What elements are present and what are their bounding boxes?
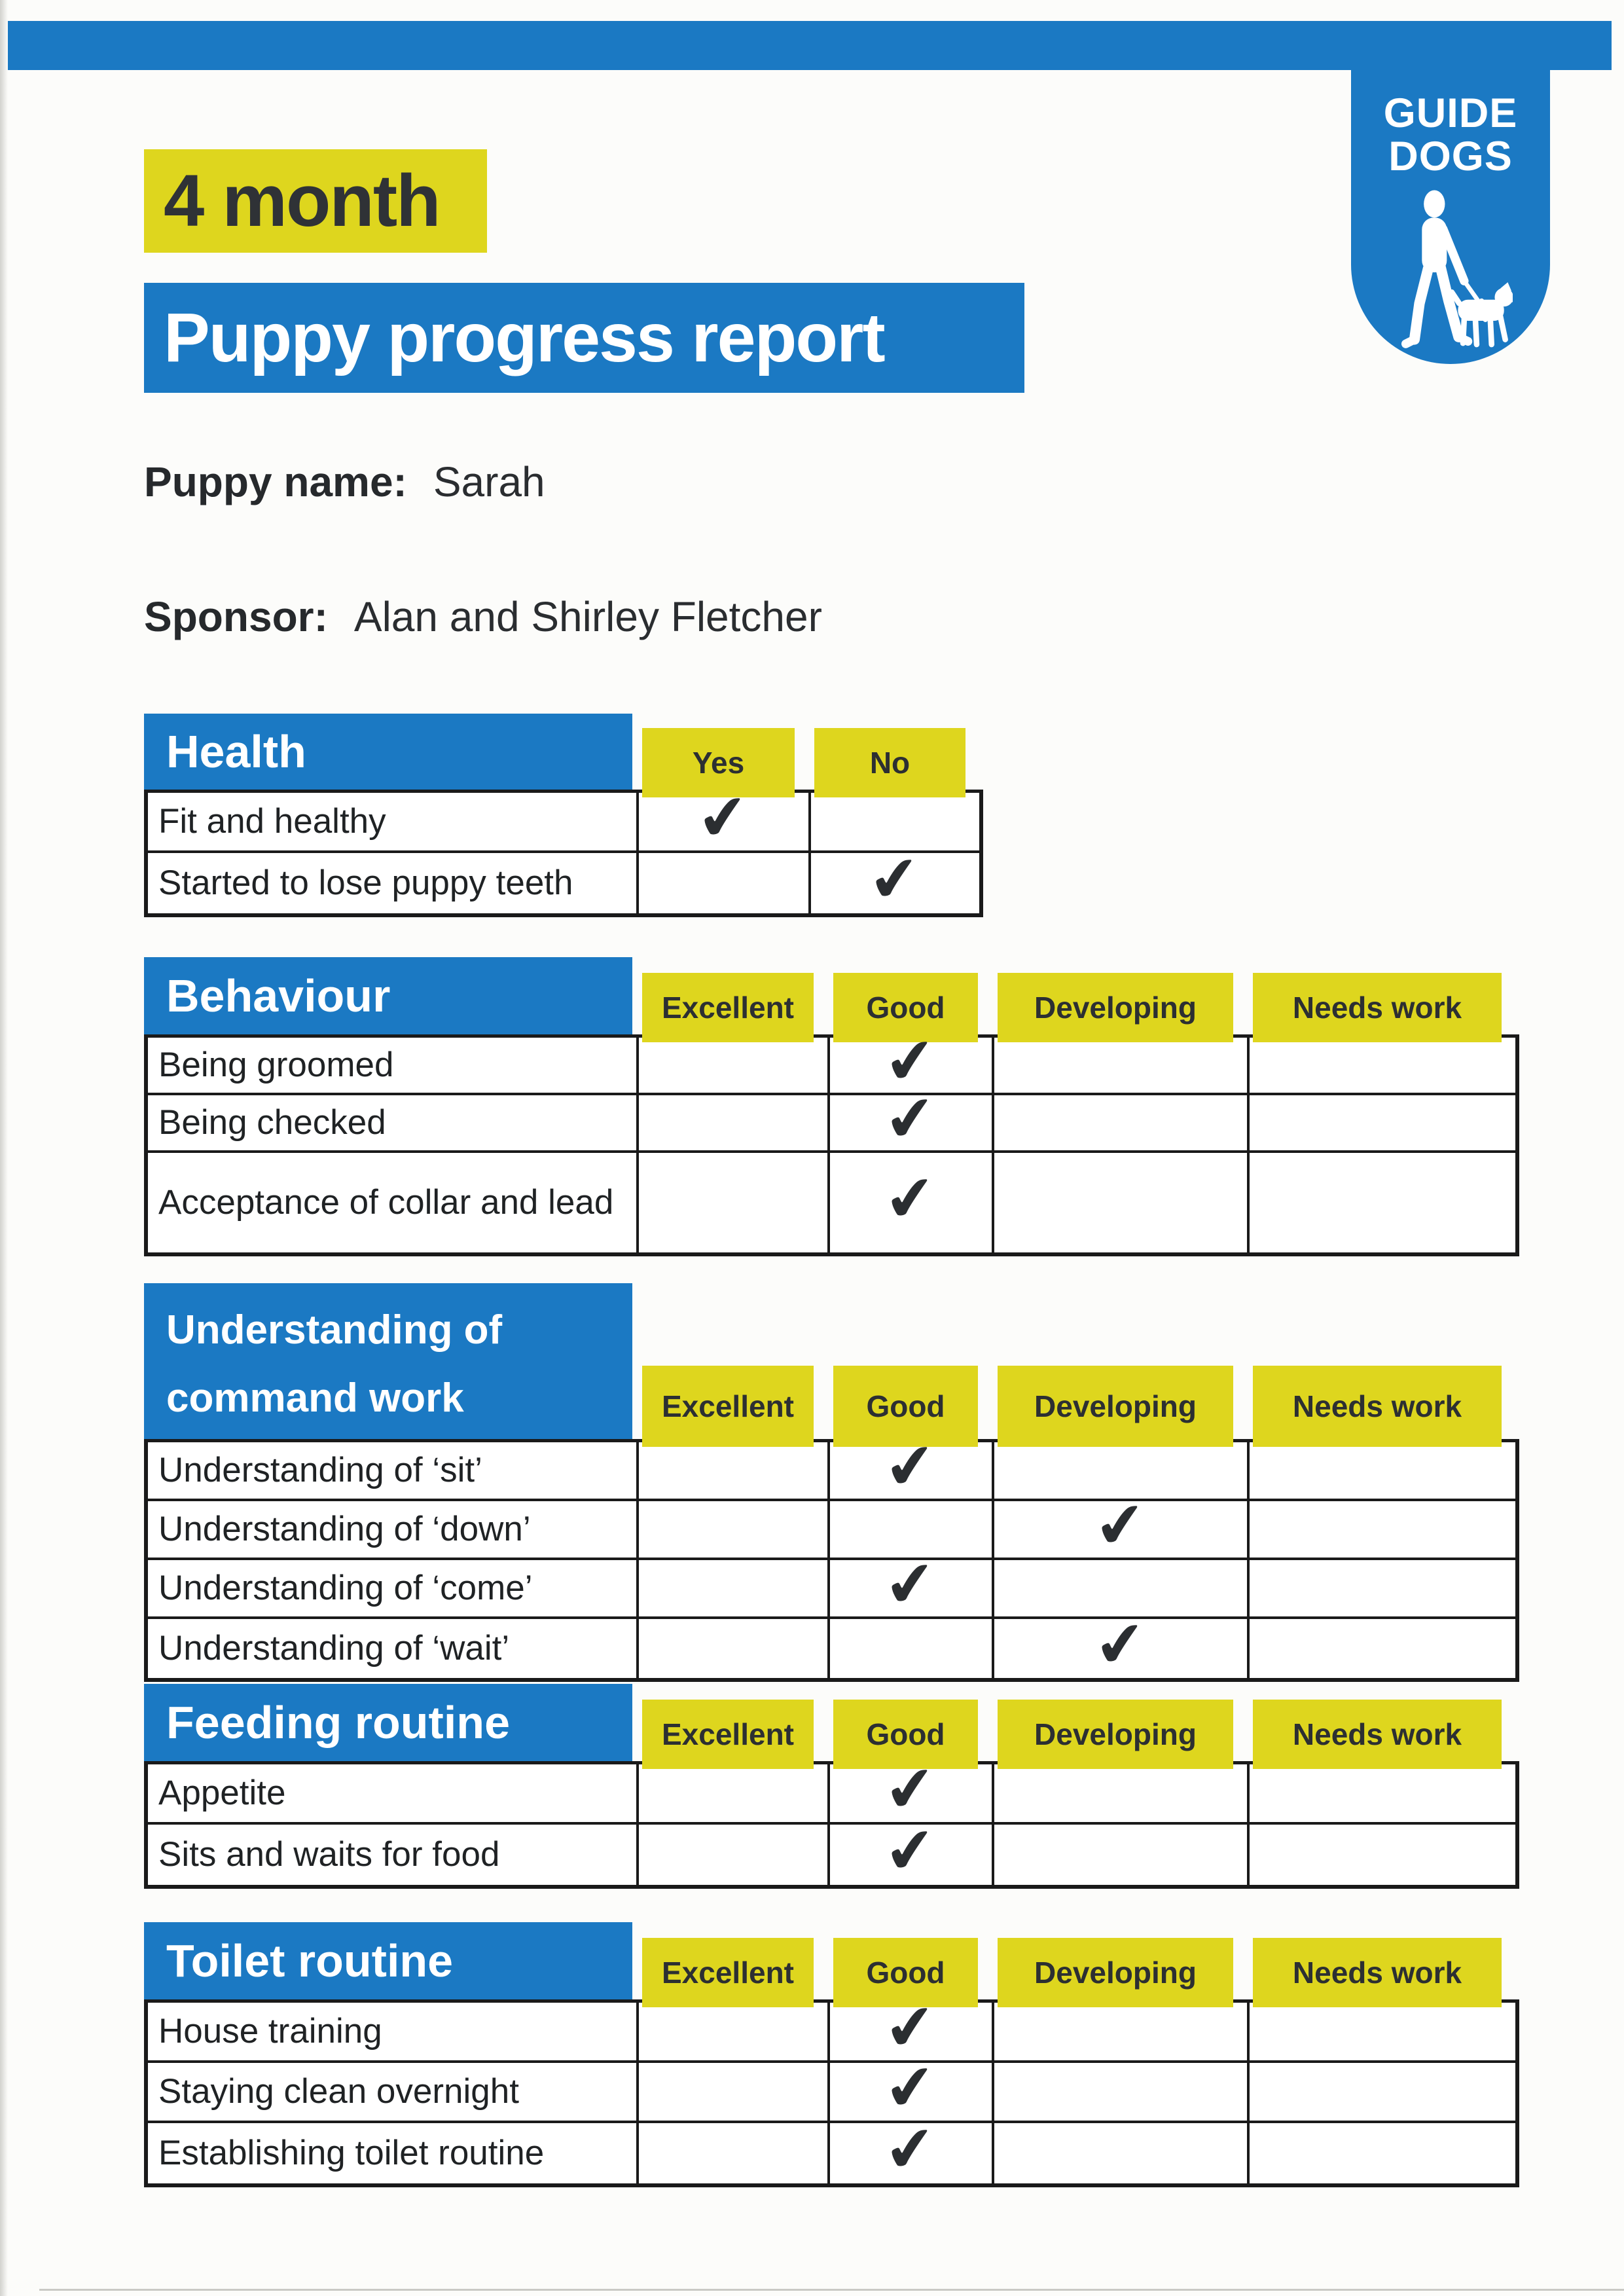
option-cell [827, 1080, 992, 1157]
table-command-work [144, 1283, 1519, 1682]
table-row [148, 1428, 1515, 1505]
column-header: Good [833, 1700, 978, 1769]
table-title: Feeding routine [144, 1684, 632, 1761]
row-label: Being checked [158, 1103, 386, 1142]
row-label: Understanding of ‘down’ [158, 1510, 531, 1548]
option-cell [992, 2063, 1247, 2121]
table-body [144, 1751, 1519, 1889]
option-cell [827, 1153, 992, 1252]
row-label: Fit and healthy [158, 802, 386, 841]
table-health [144, 714, 983, 917]
guide-dogs-logo [1351, 21, 1550, 364]
checkmark-icon: ✔ [694, 779, 753, 856]
option-cell [1247, 1153, 1515, 1252]
option-cell [992, 1095, 1247, 1150]
table-row [148, 1751, 1515, 1828]
option-cell [636, 2063, 827, 2121]
table-row [148, 1153, 1515, 1252]
table-title: Understanding of command work [144, 1283, 632, 1439]
checkmark-icon: ✔ [881, 2111, 940, 2188]
column-header: No [814, 728, 965, 797]
puppy-name-value: Sarah [433, 458, 545, 505]
logo-line1: GUIDE [1383, 90, 1518, 136]
option-cell [1247, 1442, 1515, 1499]
table-row [148, 1546, 1515, 1623]
checkmark-icon: ✔ [1091, 1606, 1150, 1683]
option-cell [636, 1442, 827, 1499]
option-cell [827, 2049, 992, 2126]
option-cell [1247, 1825, 1515, 1885]
table-row [148, 2049, 1515, 2126]
column-header: Needs work [1253, 1366, 1502, 1447]
report-title: Puppy progress report [144, 283, 1024, 393]
option-cell [827, 1619, 992, 1678]
checkmark-icon: ✔ [881, 1812, 940, 1889]
option-cell [636, 1619, 827, 1678]
logo-wordmark [1351, 92, 1550, 178]
checkmark-icon: ✔ [881, 2049, 940, 2126]
table-behaviour [144, 957, 1519, 1256]
table-row [148, 1487, 1515, 1564]
row-label: Understanding of ‘come’ [158, 1569, 533, 1607]
table-toilet [144, 1922, 1519, 2187]
option-cell [808, 841, 979, 918]
table-title: Health [144, 714, 632, 790]
column-header: Good [833, 1366, 978, 1447]
option-cell [636, 2123, 827, 2183]
column-header: Developing [998, 1366, 1233, 1447]
table-body [144, 1989, 1519, 2188]
checkmark-icon: ✔ [881, 1160, 940, 1237]
option-cell [636, 1038, 827, 1093]
checkmark-icon: ✔ [865, 841, 924, 918]
table-body [144, 779, 983, 918]
option-cell [827, 2111, 992, 2188]
option-cell [992, 1153, 1247, 1252]
column-header: Needs work [1253, 1938, 1502, 2007]
column-header: Excellent [642, 1366, 814, 1447]
option-cell [1247, 1764, 1515, 1822]
checkmark-icon: ✔ [881, 1989, 940, 2066]
option-cell [636, 1095, 827, 1150]
row-label: Understanding of ‘sit’ [158, 1451, 482, 1489]
sponsor-label: Sponsor: [144, 593, 328, 640]
option-cell [992, 1764, 1247, 1822]
checkmark-icon: ✔ [881, 1546, 940, 1623]
option-cell [636, 2003, 827, 2060]
option-cell [992, 1560, 1247, 1616]
table-row [148, 1023, 1515, 1100]
column-header: Excellent [642, 1700, 814, 1769]
option-cell [1247, 1560, 1515, 1616]
option-cell [992, 1038, 1247, 1093]
table-row [148, 1989, 1515, 2066]
checkmark-icon: ✔ [881, 1751, 940, 1828]
column-header: Needs work [1253, 973, 1502, 1042]
option-cell [636, 1153, 827, 1252]
option-cell [827, 1751, 992, 1828]
checkmark-icon: ✔ [881, 1428, 940, 1505]
table-header [144, 1684, 1519, 1761]
option-cell [1247, 2123, 1515, 2183]
row-label: Appetite [158, 1774, 286, 1812]
table-header [144, 957, 1519, 1034]
option-cell [992, 2123, 1247, 2183]
option-cell [1247, 1501, 1515, 1558]
table-row [148, 779, 979, 856]
puppy-name-field [144, 454, 545, 509]
report-period-tag: 4 month [144, 149, 487, 253]
table-row [148, 1080, 1515, 1157]
table-row [148, 1812, 1515, 1889]
option-cell [992, 1825, 1247, 1885]
table-title: Toilet routine [144, 1922, 632, 1999]
option-cell [827, 1428, 992, 1505]
option-cell [636, 1501, 827, 1558]
table-title: Behaviour [144, 957, 632, 1034]
option-cell [827, 1546, 992, 1623]
row-label: Being groomed [158, 1046, 394, 1084]
table-body [144, 1023, 1519, 1256]
table-body [144, 1428, 1519, 1683]
logo-line2: DOGS [1388, 134, 1513, 179]
checkmark-icon: ✔ [1091, 1487, 1150, 1564]
option-cell [1247, 1038, 1515, 1093]
column-header: Developing [998, 1700, 1233, 1769]
sponsor-field [144, 589, 822, 644]
person-with-guide-dog-icon [1388, 190, 1513, 354]
table-row [148, 841, 979, 918]
option-cell [992, 1606, 1247, 1683]
option-cell [808, 793, 979, 850]
table-row [148, 1606, 1515, 1683]
row-label: House training [158, 2012, 382, 2050]
column-header: Developing [998, 973, 1233, 1042]
option-cell [1247, 1619, 1515, 1678]
option-cell [636, 1764, 827, 1822]
table-feeding [144, 1684, 1519, 1889]
column-header: Good [833, 973, 978, 1042]
table-row [148, 2111, 1515, 2188]
option-cell [636, 1825, 827, 1885]
option-cell [1247, 1095, 1515, 1150]
column-header: Yes [642, 728, 795, 797]
row-label: Sits and waits for food [158, 1835, 500, 1874]
column-header: Developing [998, 1938, 1233, 2007]
row-label: Establishing toilet routine [158, 2134, 545, 2172]
option-cell [992, 1487, 1247, 1564]
checkmark-icon: ✔ [881, 1023, 940, 1100]
option-cell [827, 1812, 992, 1889]
column-header: Needs work [1253, 1700, 1502, 1769]
option-cell [636, 853, 808, 913]
option-cell [1247, 2003, 1515, 2060]
table-header [144, 1922, 1519, 1999]
row-label: Acceptance of collar and lead [158, 1183, 614, 1222]
sponsor-value: Alan and Shirley Fletcher [353, 593, 822, 640]
option-cell [1247, 2063, 1515, 2121]
option-cell [992, 2003, 1247, 2060]
row-label: Started to lose puppy teeth [158, 864, 573, 902]
table-header [144, 714, 983, 790]
row-label: Staying clean overnight [158, 2072, 519, 2111]
checkmark-icon: ✔ [881, 1080, 940, 1157]
row-label: Understanding of ‘wait’ [158, 1629, 510, 1667]
column-header: Excellent [642, 973, 814, 1042]
table-header [144, 1283, 1519, 1439]
option-cell [636, 779, 808, 856]
column-header: Good [833, 1938, 978, 2007]
option-cell [636, 1560, 827, 1616]
column-header: Excellent [642, 1938, 814, 2007]
puppy-name-label: Puppy name: [144, 458, 407, 505]
